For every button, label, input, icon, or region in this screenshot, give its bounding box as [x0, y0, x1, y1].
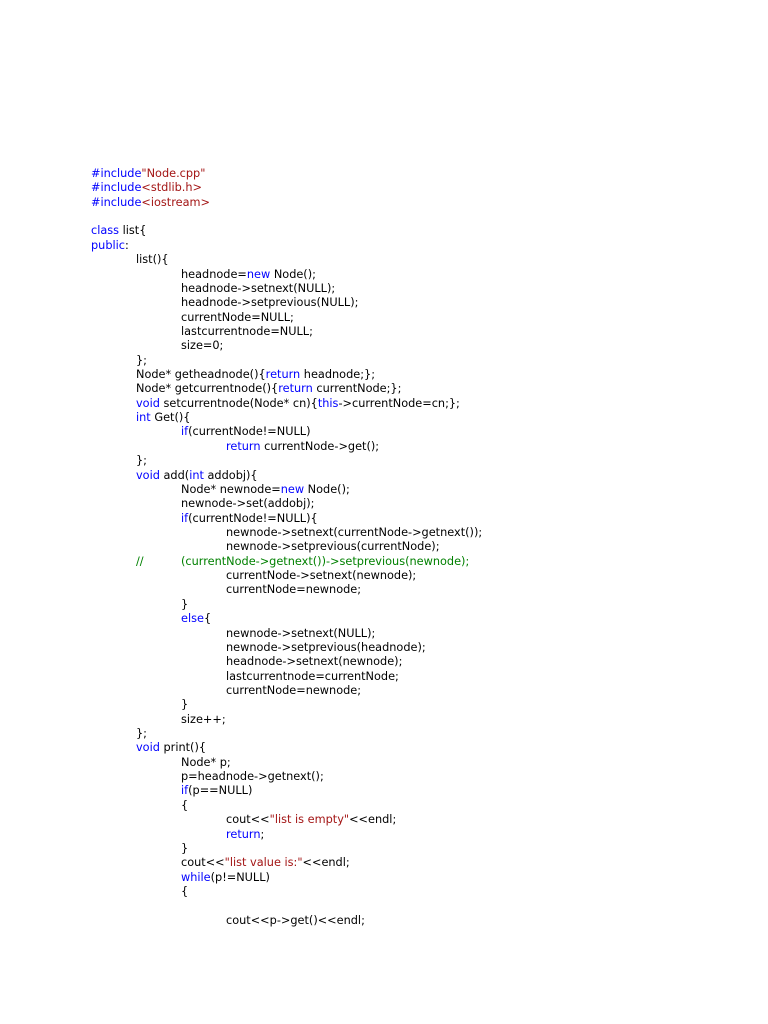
code-token: cout<< [181, 856, 225, 870]
code-token: Node* getcurrentnode(){ [136, 382, 279, 396]
code-token: Node* getheadnode(){ [136, 368, 266, 382]
keyword-token: #include [91, 181, 142, 195]
keyword-token: return [226, 439, 261, 453]
code-line [91, 224, 751, 238]
code-line [91, 899, 751, 913]
code-token: currentNode=NULL; [181, 310, 294, 324]
code-token: lastcurrentnode=NULL; [181, 324, 313, 338]
code-token: headnode= [181, 267, 247, 281]
code-line [91, 382, 751, 396]
code-token: add( [159, 468, 190, 482]
code-line [91, 914, 751, 928]
code-line [91, 871, 751, 885]
code-line [91, 598, 751, 612]
code-line [91, 181, 751, 195]
string-token: "Node.cpp" [141, 167, 206, 180]
keyword-token: return [278, 382, 313, 396]
code-token: (p==NULL) [188, 784, 253, 798]
keyword-token: if [181, 511, 189, 525]
code-line [91, 311, 751, 325]
keyword-token: void [136, 741, 160, 755]
code-line [91, 856, 751, 870]
code-token: list{ [119, 224, 147, 238]
string-token: "list is empty" [269, 813, 350, 827]
code-line [91, 268, 751, 282]
code-line [91, 641, 751, 655]
keyword-token: void [136, 468, 160, 482]
code-line [91, 885, 751, 899]
code-token: } [181, 698, 189, 712]
code-line [91, 670, 751, 684]
code-line [91, 526, 751, 540]
code-token: size=0; [181, 339, 224, 353]
code-token: ; [260, 827, 265, 841]
code-token: } [181, 841, 189, 855]
code-token: p=headnode->getnext(); [181, 770, 324, 784]
code-line [91, 569, 751, 583]
code-token: <<endl; [349, 813, 397, 827]
string-token: <stdlib.h> [141, 181, 203, 195]
code-token: headnode->setnext(NULL); [181, 281, 336, 295]
code-line [91, 411, 751, 425]
code-line [91, 167, 751, 181]
string-token: <iostream> [141, 195, 210, 209]
code-line [91, 784, 751, 798]
code-line [91, 770, 751, 784]
code-token: list(){ [136, 253, 169, 267]
code-token: (currentNode!=NULL){ [188, 511, 318, 525]
code-line [91, 368, 751, 382]
keyword-token: public [91, 238, 125, 252]
code-line [91, 440, 751, 454]
code-token: { [181, 884, 189, 898]
keyword-token: return [265, 368, 301, 382]
code-listing [91, 167, 751, 928]
code-token: currentNode;}; [312, 382, 402, 396]
code-token: Node(); [304, 482, 350, 496]
comment-token: (currentNode->getnext())->setprevious(newnode); [181, 554, 470, 568]
code-token: cout<<p->get()<<endl; [226, 913, 365, 927]
code-line [91, 555, 751, 569]
code-line [91, 512, 751, 526]
code-token: currentNode=newnode; [226, 683, 362, 697]
code-token: }; [136, 353, 147, 367]
code-line [91, 497, 751, 511]
keyword-token: return [226, 827, 261, 841]
code-token: newnode->setnext(NULL); [226, 626, 376, 640]
code-token: Node* newnode= [181, 482, 281, 496]
keyword-token: #include [91, 195, 142, 209]
code-line [91, 239, 751, 253]
code-token: }; [136, 727, 147, 741]
code-token: headnode->setnext(newnode); [226, 655, 403, 669]
code-line [91, 741, 751, 755]
keyword-token: class [91, 224, 120, 238]
code-line [91, 425, 751, 439]
code-line [91, 296, 751, 310]
code-token: newnode->setprevious(headnode); [226, 640, 426, 654]
code-token: : [125, 238, 129, 252]
code-line [91, 713, 751, 727]
keyword-token: int [136, 411, 151, 425]
code-token: print(){ [159, 741, 207, 755]
keyword-token: #include [91, 167, 142, 180]
code-token: { [203, 612, 212, 626]
code-token: { [181, 798, 189, 812]
code-line [91, 842, 751, 856]
code-token: headnode;}; [300, 368, 376, 382]
code-token: Node(); [270, 267, 316, 281]
keyword-token: else [181, 612, 204, 626]
code-token: size++; [181, 712, 226, 726]
keyword-token: new [280, 482, 305, 496]
code-token: currentNode->setnext(newnode); [226, 569, 417, 583]
code-line [91, 253, 751, 267]
code-line [91, 540, 751, 554]
code-line [91, 354, 751, 368]
code-line [91, 210, 751, 224]
code-line [91, 282, 751, 296]
code-token: newnode->setnext(currentNode->getnext()); [226, 525, 483, 539]
code-line [91, 469, 751, 483]
code-line [91, 756, 751, 770]
keyword-token: while [181, 870, 211, 884]
code-token: } [181, 597, 189, 611]
code-line [91, 483, 751, 497]
code-token: lastcurrentnode=currentNode; [226, 669, 399, 683]
code-token: addobj){ [203, 468, 258, 482]
code-line [91, 627, 751, 641]
code-line [91, 813, 751, 827]
keyword-token: void [136, 396, 160, 410]
code-line [91, 325, 751, 339]
code-token: Node* p; [181, 755, 231, 769]
code-line [91, 727, 751, 741]
code-line [91, 196, 751, 210]
keyword-token: if [181, 784, 189, 798]
code-token: ->currentNode=cn;}; [338, 396, 460, 410]
code-token: (currentNode!=NULL) [188, 425, 311, 439]
code-line [91, 655, 751, 669]
code-token: headnode->setprevious(NULL); [181, 296, 359, 310]
code-line [91, 454, 751, 468]
code-line [91, 799, 751, 813]
code-line [91, 698, 751, 712]
keyword-token: this [317, 396, 339, 410]
code-token: setcurrentnode(Node* cn){ [159, 396, 318, 410]
code-token: <<endl; [302, 856, 350, 870]
code-line [91, 612, 751, 626]
code-token: newnode->set(addobj); [181, 497, 315, 511]
string-token: "list value is:" [224, 856, 303, 870]
code-token: currentNode=newnode; [226, 583, 362, 597]
comment-marker: // [136, 554, 144, 568]
code-token: currentNode->get(); [260, 439, 380, 453]
code-token: Get(){ [150, 411, 191, 425]
code-line [91, 397, 751, 411]
code-token: cout<< [226, 813, 270, 827]
code-token: (p!=NULL) [210, 870, 270, 884]
code-token: newnode->setprevious(currentNode); [226, 540, 440, 554]
code-line [91, 828, 751, 842]
code-line [91, 339, 751, 353]
code-line [91, 583, 751, 597]
keyword-token: new [246, 267, 271, 281]
code-line [91, 684, 751, 698]
keyword-token: int [189, 468, 204, 482]
code-token: }; [136, 454, 147, 468]
keyword-token: if [181, 425, 189, 439]
